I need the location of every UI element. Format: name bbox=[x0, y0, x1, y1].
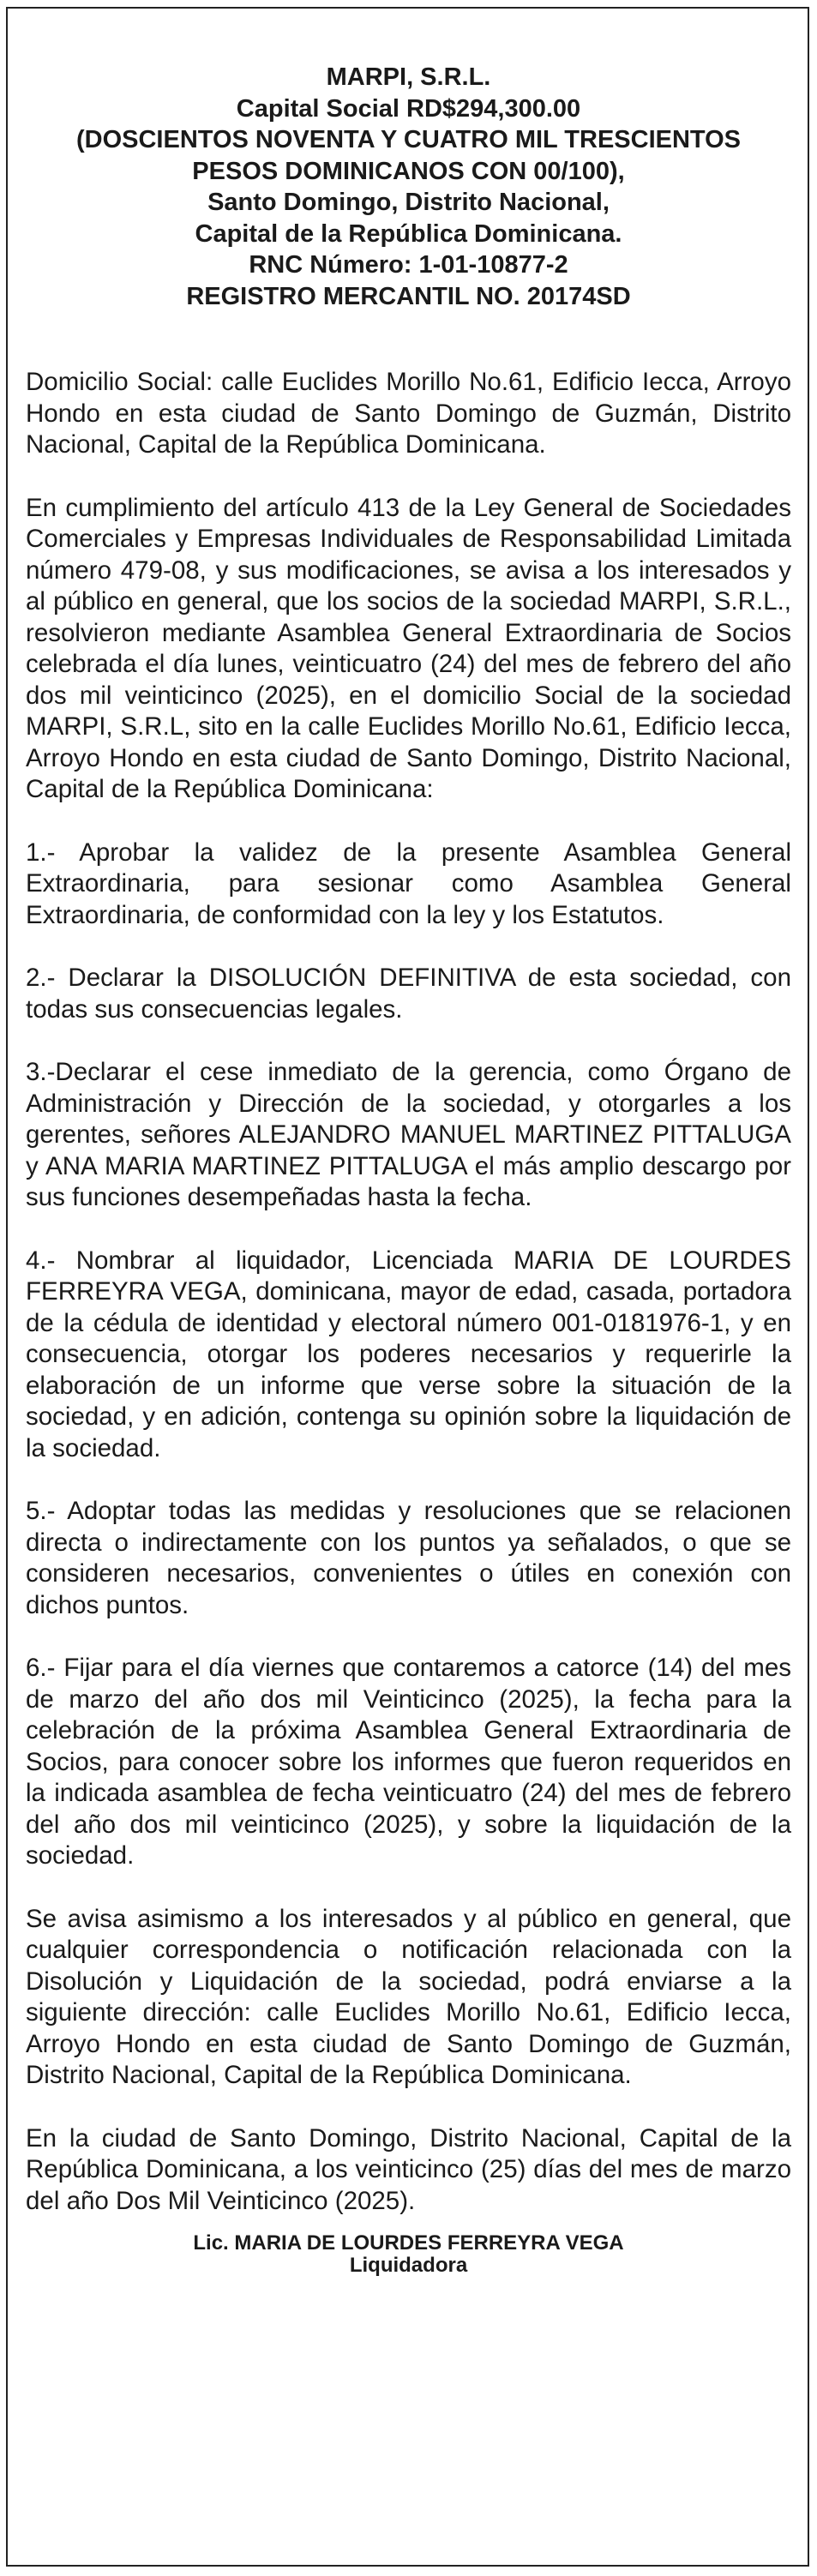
resolution-4: 4.- Nombrar al liquidador, Licenciada MARIA DE LOURDES FERREYRA VEGA, dominicana, mayor de edad, casada, portadora de la cédula de identidad y electoral número 001-0181976-1, y en consecuencia, otorgar los poderes necesarios y requerirle la elaboración de un informe que verse sobre la situación de la sociedad, y en adición, contenga su opinión sobre la liquidación de la sociedad. bbox=[26, 1246, 791, 1462]
resolution-3: 3.-Declarar el cese inmediato de la gerencia, como Órgano de Administración y Dirección de la sociedad, y otorgarles a los gerentes, señores ALEJANDRO MANUEL MARTINEZ PITTALUGA y ANA MARIA MARTINEZ PITTALUGA el más amplio descargo por sus funciones desempeñadas hasta la fecha. bbox=[26, 1058, 791, 1211]
capital-words-line-1: (DOSCIENTOS NOVENTA Y CUATRO MIL TRESCIENTOS bbox=[75, 126, 742, 153]
notice-header bbox=[26, 62, 791, 312]
rnc-number: RNC Número: 1-01-10877-2 bbox=[249, 251, 568, 279]
capital-words-line-2: PESOS DOMINICANOS CON 00/100), bbox=[192, 157, 625, 185]
signature-block bbox=[26, 2232, 791, 2277]
signatory-name: Lic. MARIA DE LOURDES FERREYRA VEGA bbox=[193, 2231, 624, 2255]
capital-social: Capital Social RD$294,300.00 bbox=[236, 94, 581, 123]
notice-content bbox=[26, 62, 791, 2277]
paragraph-correspondence: Se avisa asimismo a los interesados y al público en general, que cualquier correspondencia o notificación relacionada con la Disolución y Liquidación de la sociedad, podrá enviarse a la siguiente dirección: calle Euclides Morillo No.61, Edificio Iecca, Arroyo Hondo en esta ciudad de Santo Domingo de Guzmán, Distrito Nacional, Capital de la República Dominicana. bbox=[26, 1904, 791, 2089]
resolution-6: 6.- Fijar para el día viernes que contaremos a catorce (14) del mes de marzo del año dos mil Veinticinco (2025), la fecha para la celebración de la próxima Asamblea General Extraordinaria de Socios, para conocer sobre los informes que fueron requeridos en la indicada asamblea de fecha veinticuatro (24) del mes de febrero del año dos mil veinticinco (2025), y sobre la liquidación de la sociedad. bbox=[26, 1654, 791, 1870]
resolution-2: 2.- Declarar la DISOLUCIÓN DEFINITIVA de esta sociedad, con todas sus consecuencias legales. bbox=[26, 964, 791, 1024]
company-name: MARPI, S.R.L. bbox=[326, 63, 491, 91]
paragraph-intro: En cumplimiento del artículo 413 de la Ley General de Sociedades Comerciales y Empresas Individuales de Responsabilidad Limitada número 479-08, y sus modificaciones, se avisa a los interesados y al público en general, que los socios de la sociedad MARPI, S.R.L., resolvieron mediante Asamblea General Extraordinaria de Socios celebrada el día lunes, veinticuatro (24) del mes de febrero del año dos mil veinticinco (2025), en el domicilio Social de la sociedad MARPI, S.R.L, sito en la calle Euclides Morillo No.61, Edificio Iecca, Arroyo Hondo en esta ciudad de Santo Domingo, Distrito Nacional, Capital de la República Dominicana: bbox=[26, 493, 791, 803]
paragraph-domicilio: Domicilio Social: calle Euclides Morillo No.61, Edificio Iecca, Arroyo Hondo en esta ciudad de Santo Domingo de Guzmán, Distrito Nacional, Capital de la República Dominicana. bbox=[26, 368, 791, 459]
resolution-5: 5.- Adoptar todas las medidas y resoluciones que se relacionen directa o indirectamente con los puntos ya señalados, o que se consideren necesarios, convenientes o útiles en conexión con dichos puntos. bbox=[26, 1497, 791, 1619]
country-line: Capital de la República Dominicana. bbox=[195, 219, 622, 248]
mercantile-registry: REGISTRO MERCANTIL NO. 20174SD bbox=[186, 282, 631, 310]
city-line: Santo Domingo, Distrito Nacional, bbox=[207, 189, 610, 216]
resolution-1: 1.- Aprobar la validez de la presente Asamblea General Extraordinaria, para sesionar como Asamblea General Extraordinaria, de conformidad con la ley y los Estatutos. bbox=[26, 838, 791, 929]
signatory-title: Liquidadora bbox=[349, 2254, 468, 2277]
paragraph-closing: En la ciudad de Santo Domingo, Distrito Nacional, Capital de la República Dominicana, a los veinticinco (25) días del mes de marzo del año Dos Mil Veinticinco (2025). bbox=[26, 2123, 791, 2215]
